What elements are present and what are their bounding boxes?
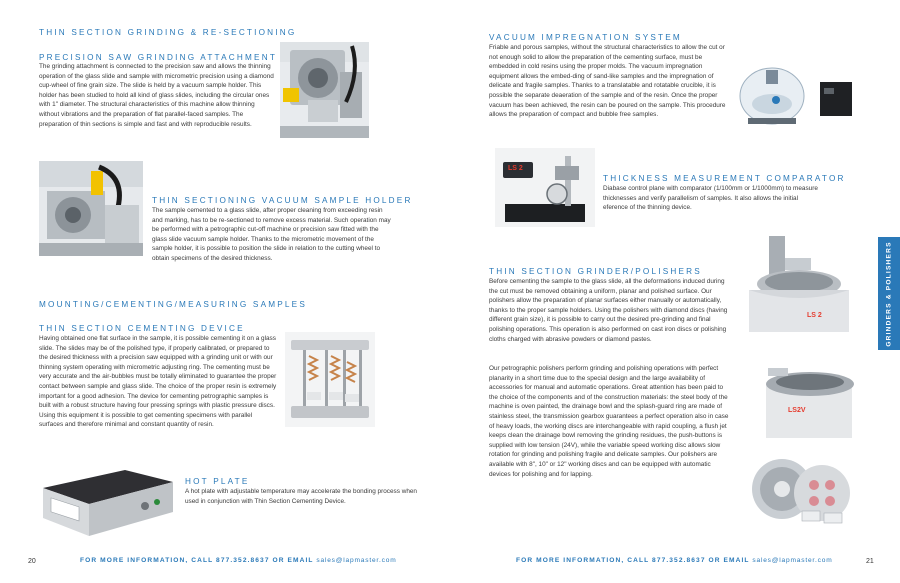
cementing-device-image: [285, 332, 375, 427]
comparator-title: THICKNESS MEASUREMENT COMPARATOR: [603, 174, 846, 183]
grinder-ls2-image: [743, 232, 855, 338]
footer-left: [80, 557, 397, 564]
page-number-right: 21: [866, 558, 874, 565]
polishing-discs-image: [748, 455, 858, 527]
saw-attachment-text: The grinding attachment is connected to the precision saw and allows the thinning operation of the glass slide and sample with micrometric precision using a diamond cup-wheel of fine grain size. The slide is held by a vacuum sample holder. This holder has been studied to hold all kind of glass slides, including the circular ones with 1" diameter. The structural characteristics of this machine allow thinning without vibrations and the preparation of flat parallel-faced samples. The preparation of thin sections is simple and fast and with reproducible results.: [39, 63, 274, 128]
side-tab-grinders-polishers: [878, 237, 900, 350]
vacuum-holder-image: [39, 161, 143, 256]
grinder-ls2v-image: [760, 360, 858, 442]
grinders-title: THIN SECTION GRINDER/POLISHERS: [489, 267, 702, 276]
vacuum-holder-text: The sample cemented to a glass slide, after proper cleaning from exceeding resin and marking, has to be re-sectioned to remove excess material. Such operation may be performed with a petrographic cut-off machine or precision saw fitted with the glass slide vacuum sample holder. Thanks to the micrometric movement of the sample holder, it is possible to position the slide in relation to the cutting wheel to obtain specimens of the desired thickness.: [152, 207, 391, 262]
comparator-text: Diabase control plane with comparator (1/100mm or 1/1000mm) to measure thicknesses and verify parallelism of samples. It also allows the initial eference of the thinning device.: [603, 185, 818, 212]
page-number-left: 20: [28, 558, 36, 565]
footer-email-link[interactable]: sales@lapmaster.com: [316, 557, 397, 564]
section-heading-mounting: MOUNTING/CEMENTING/MEASURING SAMPLES: [39, 300, 307, 309]
cementing-device-text: Having obtained one flat surface in the sample, it is possible cementing it on a glass slide. The slides may be of the polished type, if properly calibrated, or prepared to the desired thickness with a precision saw equipped with a grinding unit or with our thinning system operating with micrometric adjusting ring. The cementing must be very accurate and the air-bubbles must be totally eliminated to guarantee the proper contact between sample and glass slide. The choice of the proper resin is extremely important for a good adhesion. The device for cementing petrographic samples is built with a robust structure having four pressing springs with plastic pressure discs. Using this equipment it is possible to get cementing specimens with parallel surfaces and therefore minimal and constant quantity of resin.: [39, 335, 277, 429]
footer-email-link[interactable]: sales@lapmaster.com: [752, 557, 833, 564]
comparator-image: [495, 148, 595, 227]
grinders-text-2: Our petrographic polishers perform grinding and polishing operations with perfect planarity in a short time due to the special design and the large availability of accessories for manual and automatic operations. Great attention has been paid to the choice of the components and of the construction materials: the steel body of the machine is oven painted, the drainage bowl and the splash-guard ring are made of stainless steel, the transmission gearbox guarantees a perfect operation also in case of heavy loads, the working discs are interchangeable with rapid coupling, a flush jet keeps clean the drainage bowl removing the grinding residues, the push-buttons is supplied with low tension (24V), while the variable speed working disc allows slow rotation for grinding and polishing fragile and delicate samples. Our polishers are available with 8", 10" or 12" working discs and can be equipped with automatic devices for polishing and for lapping.: [489, 365, 729, 478]
vacuum-impregnation-title: VACUUM IMPREGNATION SYSTEM: [489, 33, 682, 42]
vacuum-impregnation-text: Friable and porous samples, without the structural characteristics to allow the cut or not enough solid to allow the preparation of the cementing surface, must be embedded in cold resins using the proper molds. The vacuum impregnation equipment allows the embed-ding of sand-like samples and the impregnation of delicate and fragile samples. Thanks to a translatable and rotatable crucible, it is possible the separate deaeration of the sample and of the resin. Once the proper vacuum has been achieved, the resin can be poured on the sample. This procedure allows the preparation of compact and bubble free samples.: [489, 44, 726, 119]
saw-attachment-title: PRECISION SAW GRINDING ATTACHMENT: [39, 53, 278, 62]
footer-label: FOR MORE INFORMATION, CALL 877.352.8637 OR EMAIL: [516, 557, 750, 564]
footer-right: [516, 557, 833, 564]
footer-label: FOR MORE INFORMATION, CALL 877.352.8637 OR EMAIL: [80, 557, 314, 564]
hot-plate-text: A hot plate with adjustable temperature may accelerate the bonding process when used in conjunction with Thin Section Cementing Device.: [185, 488, 417, 505]
vacuum-holder-title: THIN SECTIONING VACUUM SAMPLE HOLDER: [152, 196, 413, 205]
section-heading-grinding: THIN SECTION GRINDING & RE-SECTIONING: [39, 28, 297, 37]
comparator-device-label: LS 2: [508, 165, 523, 172]
grinder-ls2v-label: LS2V: [788, 407, 806, 414]
side-tab-label: GRINDERS & POLISHERS: [885, 240, 893, 347]
hot-plate-image: [33, 462, 178, 544]
hot-plate-title: HOT PLATE: [185, 477, 250, 486]
grinder-ls2-label: LS 2: [807, 312, 822, 319]
cementing-device-title: THIN SECTION CEMENTING DEVICE: [39, 324, 245, 333]
vacuum-impregnation-image: [730, 64, 856, 126]
grinders-text-1: Before cementing the sample to the glass slide, all the deformations induced during the cut must be removed obtaining a uniform, planar and polished surface. Our polishers allow the preparation of planar surfaces either manually or automatically, thanks to the proper sample holders. Using the polishers with diamond discs (having different grain size), it is possible to carry out the desired pre-grinding and final polishing operations. This operation is also performed on cast iron discs or polishing cloths charged with abrasive powders or diamond pastes.: [489, 278, 728, 343]
saw-attachment-image: [280, 42, 369, 138]
